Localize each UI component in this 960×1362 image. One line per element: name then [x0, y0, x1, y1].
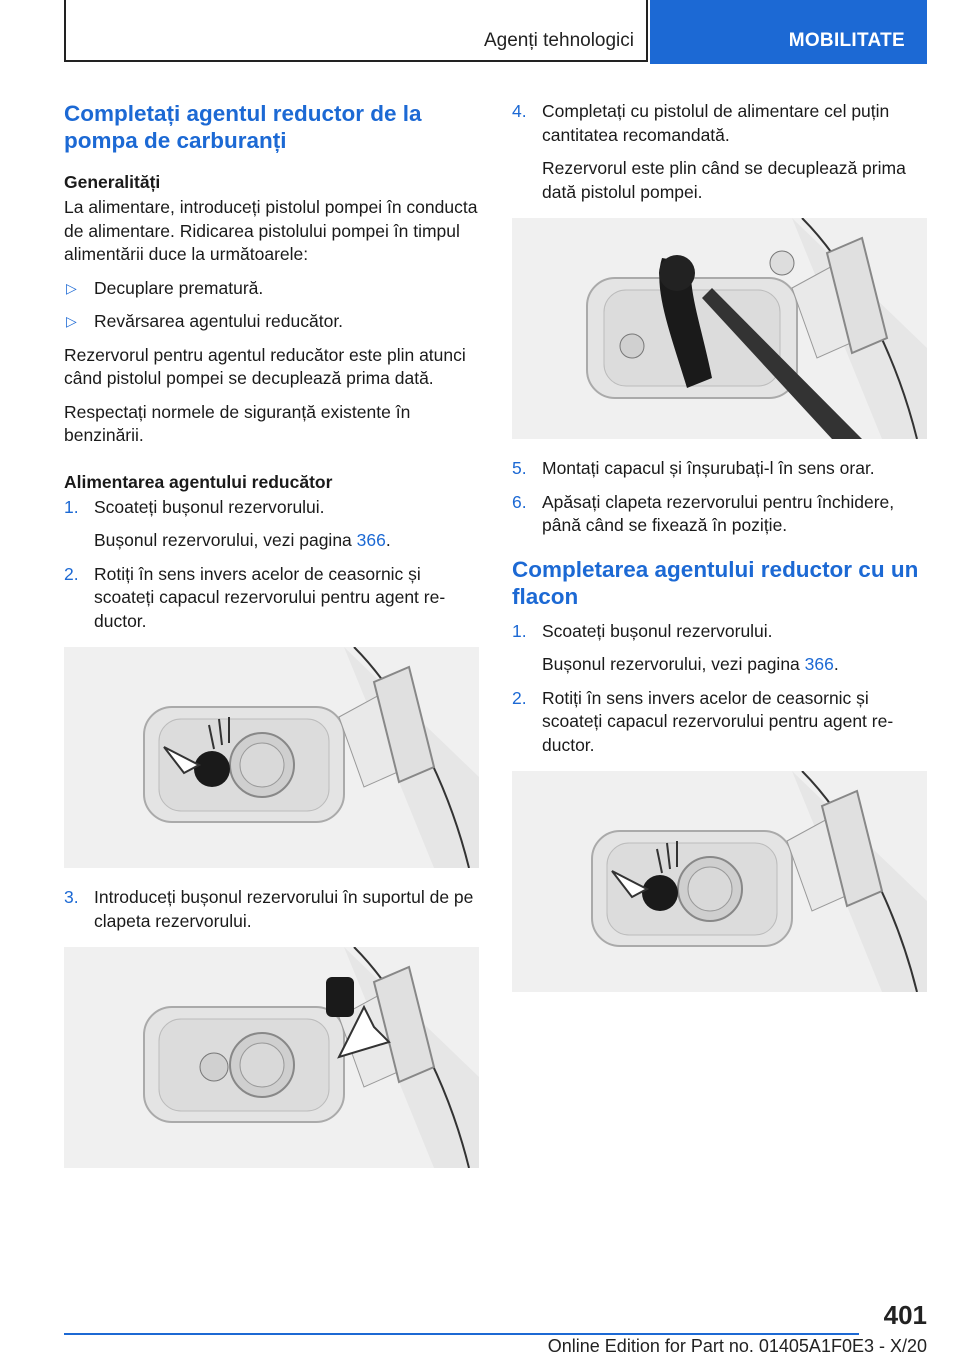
- bullet-item: [64, 277, 479, 301]
- left-column: [64, 100, 479, 1186]
- bullet-text: Revărsarea agentului reducător.: [94, 311, 344, 331]
- step-item: [64, 496, 479, 520]
- triangle-right-outline-icon: ▷: [66, 313, 77, 329]
- footer-divider: [64, 1333, 859, 1335]
- page-link[interactable]: 366: [356, 530, 386, 550]
- subheading-refill: Alimentarea agentului reducător: [64, 471, 333, 492]
- step-text: Rotiți în sens invers acelor de ceasornic și scoateți capacul rezervorului pentru agent reductor.: [542, 687, 894, 755]
- step-number: 2.: [64, 563, 79, 584]
- step-item: [512, 100, 927, 147]
- section-tab: [64, 0, 648, 62]
- step-number: 5.: [512, 458, 527, 478]
- paragraph-full-tank: Rezervorul pentru agentul reducător este plin atunci când pistolul pompei se decuplează prima dată.: [64, 344, 466, 388]
- step-item: [64, 563, 479, 634]
- paragraph-safety: Respectați normele de siguranță existente în benzinării.: [64, 401, 411, 445]
- step-number: 1.: [64, 496, 79, 517]
- bullet-item: [64, 310, 479, 334]
- page-header: [64, 0, 927, 64]
- step-subtext: Bușonul rezervorului, vezi pagina 366.: [542, 654, 839, 674]
- triangle-right-outline-icon: ▷: [66, 279, 77, 296]
- step-text: Completați cu pistolul de alimentare cel puțin cantitatea recomandată.: [542, 101, 890, 145]
- chapter-title: MOBILITATE: [788, 30, 905, 51]
- section-heading: Completați agentul reductor de la pompa de carburanți: [64, 101, 422, 153]
- step-item: [512, 687, 927, 758]
- section-title: Agenți tehnologici: [484, 30, 634, 51]
- step-text: Montați capacul și înșurubați-l în sens orar.: [542, 458, 875, 478]
- chapter-tab: [650, 0, 927, 64]
- page-link[interactable]: 366: [804, 654, 834, 674]
- step-text: Rotiți în sens invers acelor de ceasornic și scoateți capacul rezervorului pentru agent reductor.: [94, 563, 446, 631]
- step-item: [64, 886, 479, 933]
- step-item: [512, 457, 927, 481]
- subheading-general: Generalități: [64, 172, 161, 192]
- step-number: 2.: [512, 687, 527, 708]
- figure-cap-holder: [64, 947, 479, 1168]
- step-subtext: Rezervorul este plin când se decuplează prima dată pistolul pompei.: [542, 158, 906, 202]
- figure-cap-removal-bottle: [512, 771, 927, 992]
- general-paragraph: La alimentare, introduceți pistolul pompei în conducta de alimentare. Ridicarea pistolului pompei în timpul alimentării duce la următoarele:: [64, 197, 478, 264]
- step-item: [512, 491, 927, 538]
- right-column: [512, 100, 927, 1010]
- step-item: [512, 620, 927, 644]
- cross-reference-text: Bușonul rezervorului, vezi pagina: [94, 530, 352, 550]
- step-text: Scoateți bușonul rezervorului.: [542, 620, 773, 641]
- figure-cap-removal: [64, 647, 479, 868]
- step-number: 1.: [512, 620, 527, 641]
- cross-reference-text: Bușonul rezervorului, vezi pagina: [542, 654, 800, 674]
- step-number: 6.: [512, 491, 527, 512]
- step-text: Introduceți bușonul rezervorului în suportul de pe clapeta rezervorului.: [94, 887, 474, 931]
- step-subtext: Bușonul rezervorului, vezi pagina 366.: [94, 530, 391, 550]
- step-text: Apăsați clapeta rezervorului pentru închidere, până când se fixează în poziție.: [542, 491, 895, 535]
- section-heading: Completarea agentului reductor cu un flacon: [512, 556, 919, 609]
- figure-pump-nozzle: [512, 218, 927, 439]
- edition-text: Online Edition for Part no. 01405A1F0E3 - X/20: [547, 1336, 927, 1356]
- page-number: 401: [883, 1300, 927, 1330]
- step-text: Scoateți bușonul rezervorului.: [94, 496, 325, 517]
- step-number: 3.: [64, 887, 79, 907]
- step-number: 4.: [512, 101, 527, 121]
- bullet-text: Decuplare prematură.: [94, 277, 264, 298]
